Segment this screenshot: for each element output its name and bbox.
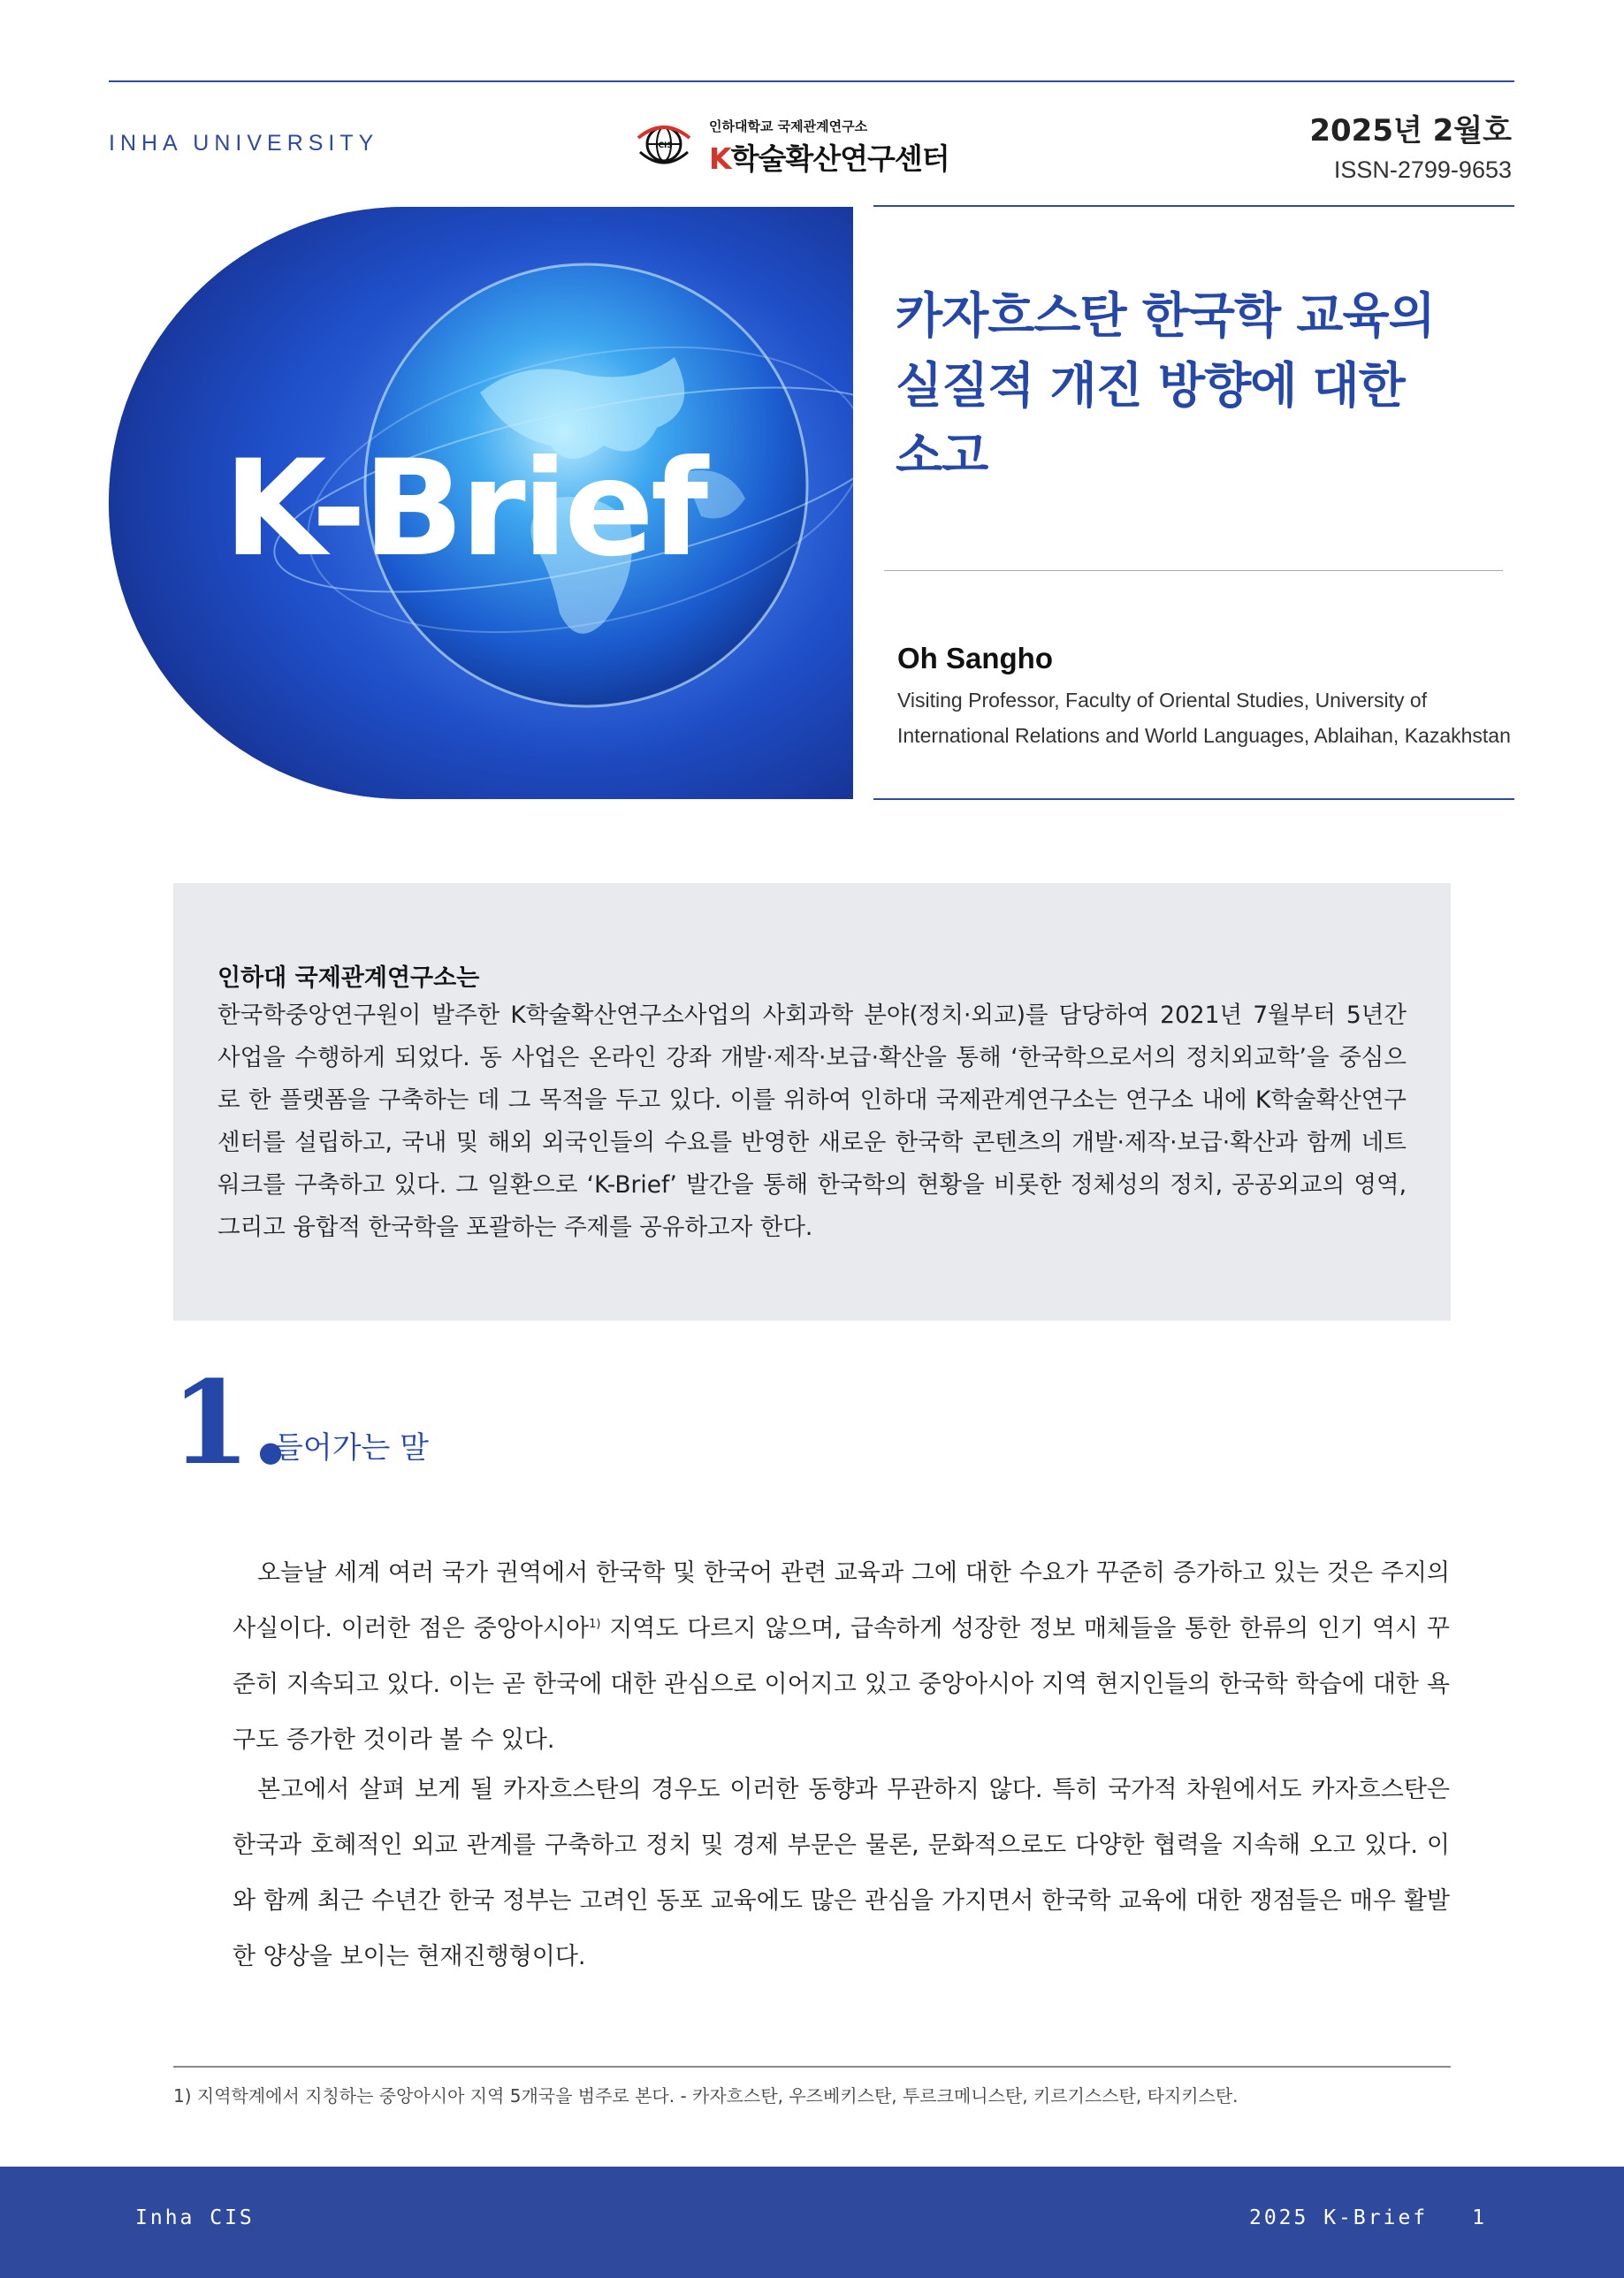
paragraph-text: 지역도 다르지 않으며, 급속하게 성장한 정보 매체들을 통한 한류의 인기 역시 꾸준히 지속되고 있다. 이는 곧 한국에 대한 관심으로 이어지고 있고 중앙아시아 지역 현지인들의 한국학 학습에 대한 욕구도 증가한 것이라 볼 수 있다. — [233, 1615, 1450, 1754]
footer-org: Inha CIS — [135, 2206, 255, 2229]
author-name: Oh Sangho — [897, 642, 1053, 674]
title-bottom-rule — [873, 798, 1514, 800]
intro-body: 한국학중앙연구원이 발주한 K학술확산연구소사업의 사회과학 분야(정치·외교)를 담당하여 2021년 7월부터 5년간 사업을 수행하게 되었다. 동 사업은 온라인 강좌 개발·제작·보급·확산을 통해 ‘한국학으로서의 정치외교학’을 중심으로 한 플랫폼을 구축하는 데 그 목적을 두고 있다. 이를 위하여 인하대 국제관계연구소는 연구소 내에 K학술확산연구센터를 설립하고, 국내 및 해외 외국인들의 수요를 반영한 새로운 한국학 콘텐츠의 개발·제작·보급·확산과 함께 네트워크를 구축하고 있다. 그 일환으로 ‘K-Brief’ 발간을 통해 한국학의 현황을 비롯한 정체성의 정치, 공공외교의 영역, 그리고 융합적 한국학을 포괄하는 주제를 공유하고자 한다. — [217, 1002, 1407, 1241]
header-right-rule — [873, 205, 1514, 207]
logo-center-text — [709, 136, 949, 178]
footer-publication — [1249, 2206, 1487, 2229]
logo-institute-text: 인하대학교 국제관계연구소 — [709, 118, 868, 134]
section-title: 들어가는 말 — [274, 1430, 430, 1466]
article-title — [896, 281, 1514, 491]
footnote-ref[interactable]: 1) — [589, 1618, 601, 1631]
title-line: 소고 — [896, 427, 988, 484]
title-line: 카자흐스탄 한국학 교육의 — [896, 287, 1435, 344]
intro-heading: 인하대 국제관계연구소는 — [217, 964, 480, 992]
page-footer — [0, 2167, 1624, 2278]
institute-intro-box — [173, 883, 1451, 1321]
center-logo — [635, 113, 988, 175]
footer-series: 2025 K-Brief — [1248, 2206, 1429, 2229]
hero-globe-banner — [109, 207, 853, 799]
university-name: INHA UNIVERSITY — [109, 131, 379, 156]
issn-number: ISSN-2799-9653 — [1333, 156, 1512, 183]
footnote-rule — [173, 2066, 1451, 2068]
header-top-rule — [109, 80, 1514, 82]
title-divider — [884, 570, 1503, 571]
footnote: 1) 지역학계에서 지칭하는 중앙아시아 지역 5개국을 범주로 본다. - 카자흐스탄, 우즈베키스탄, 투르크메니스탄, 키르기스스탄, 타지키스탄. — [173, 2085, 1239, 2107]
paragraph-text: 오늘날 세계 여러 국가 권역에서 한국학 및 한국어 관련 교육과 그에 대한 수요가 꾸준히 증가하고 있는 것은 주지의 사실이다. 이러한 점은 중앙아시아 — [233, 1559, 1450, 1642]
issue-date: 2025년 2월호 — [1309, 113, 1512, 149]
logo-k-letter: K — [709, 141, 731, 176]
title-line: 실질적 개진 방향에 대한 — [896, 357, 1405, 414]
logo-mark-text: ICIS — [655, 141, 673, 150]
section-number: 1. — [171, 1355, 291, 1490]
logo-center-name: 학술확산연구센터 — [730, 141, 949, 176]
globe-logo-icon — [635, 120, 693, 168]
k-brief-brand: K-Brief — [224, 432, 705, 586]
body-paragraph: 본고에서 살펴 보게 될 카자흐스탄의 경우도 이러한 동향과 무관하지 않다. 특히 국가적 차원에서도 카자흐스탄은 한국과 호혜적인 외교 관계를 구축하고 정치 및 경제 부문은 물론, 문화적으로도 다양한 협력을 지속해 오고 있다. 이와 함께 최근 수년간 한국 정부는 고려인 동포 교육에도 많은 관심을 가지면서 한국학 교육에 대한 쟁점들은 매우 활발한 양상을 보이는 현재진행형이다. — [233, 1776, 1450, 1970]
author-affiliation: Visiting Professor, Faculty of Oriental Studies, University of International Relations and World Languages, Ablaihan, Kazakhstan — [897, 689, 1511, 747]
page-number: 1 — [1472, 2206, 1487, 2229]
body-paragraph — [233, 1545, 1450, 1768]
